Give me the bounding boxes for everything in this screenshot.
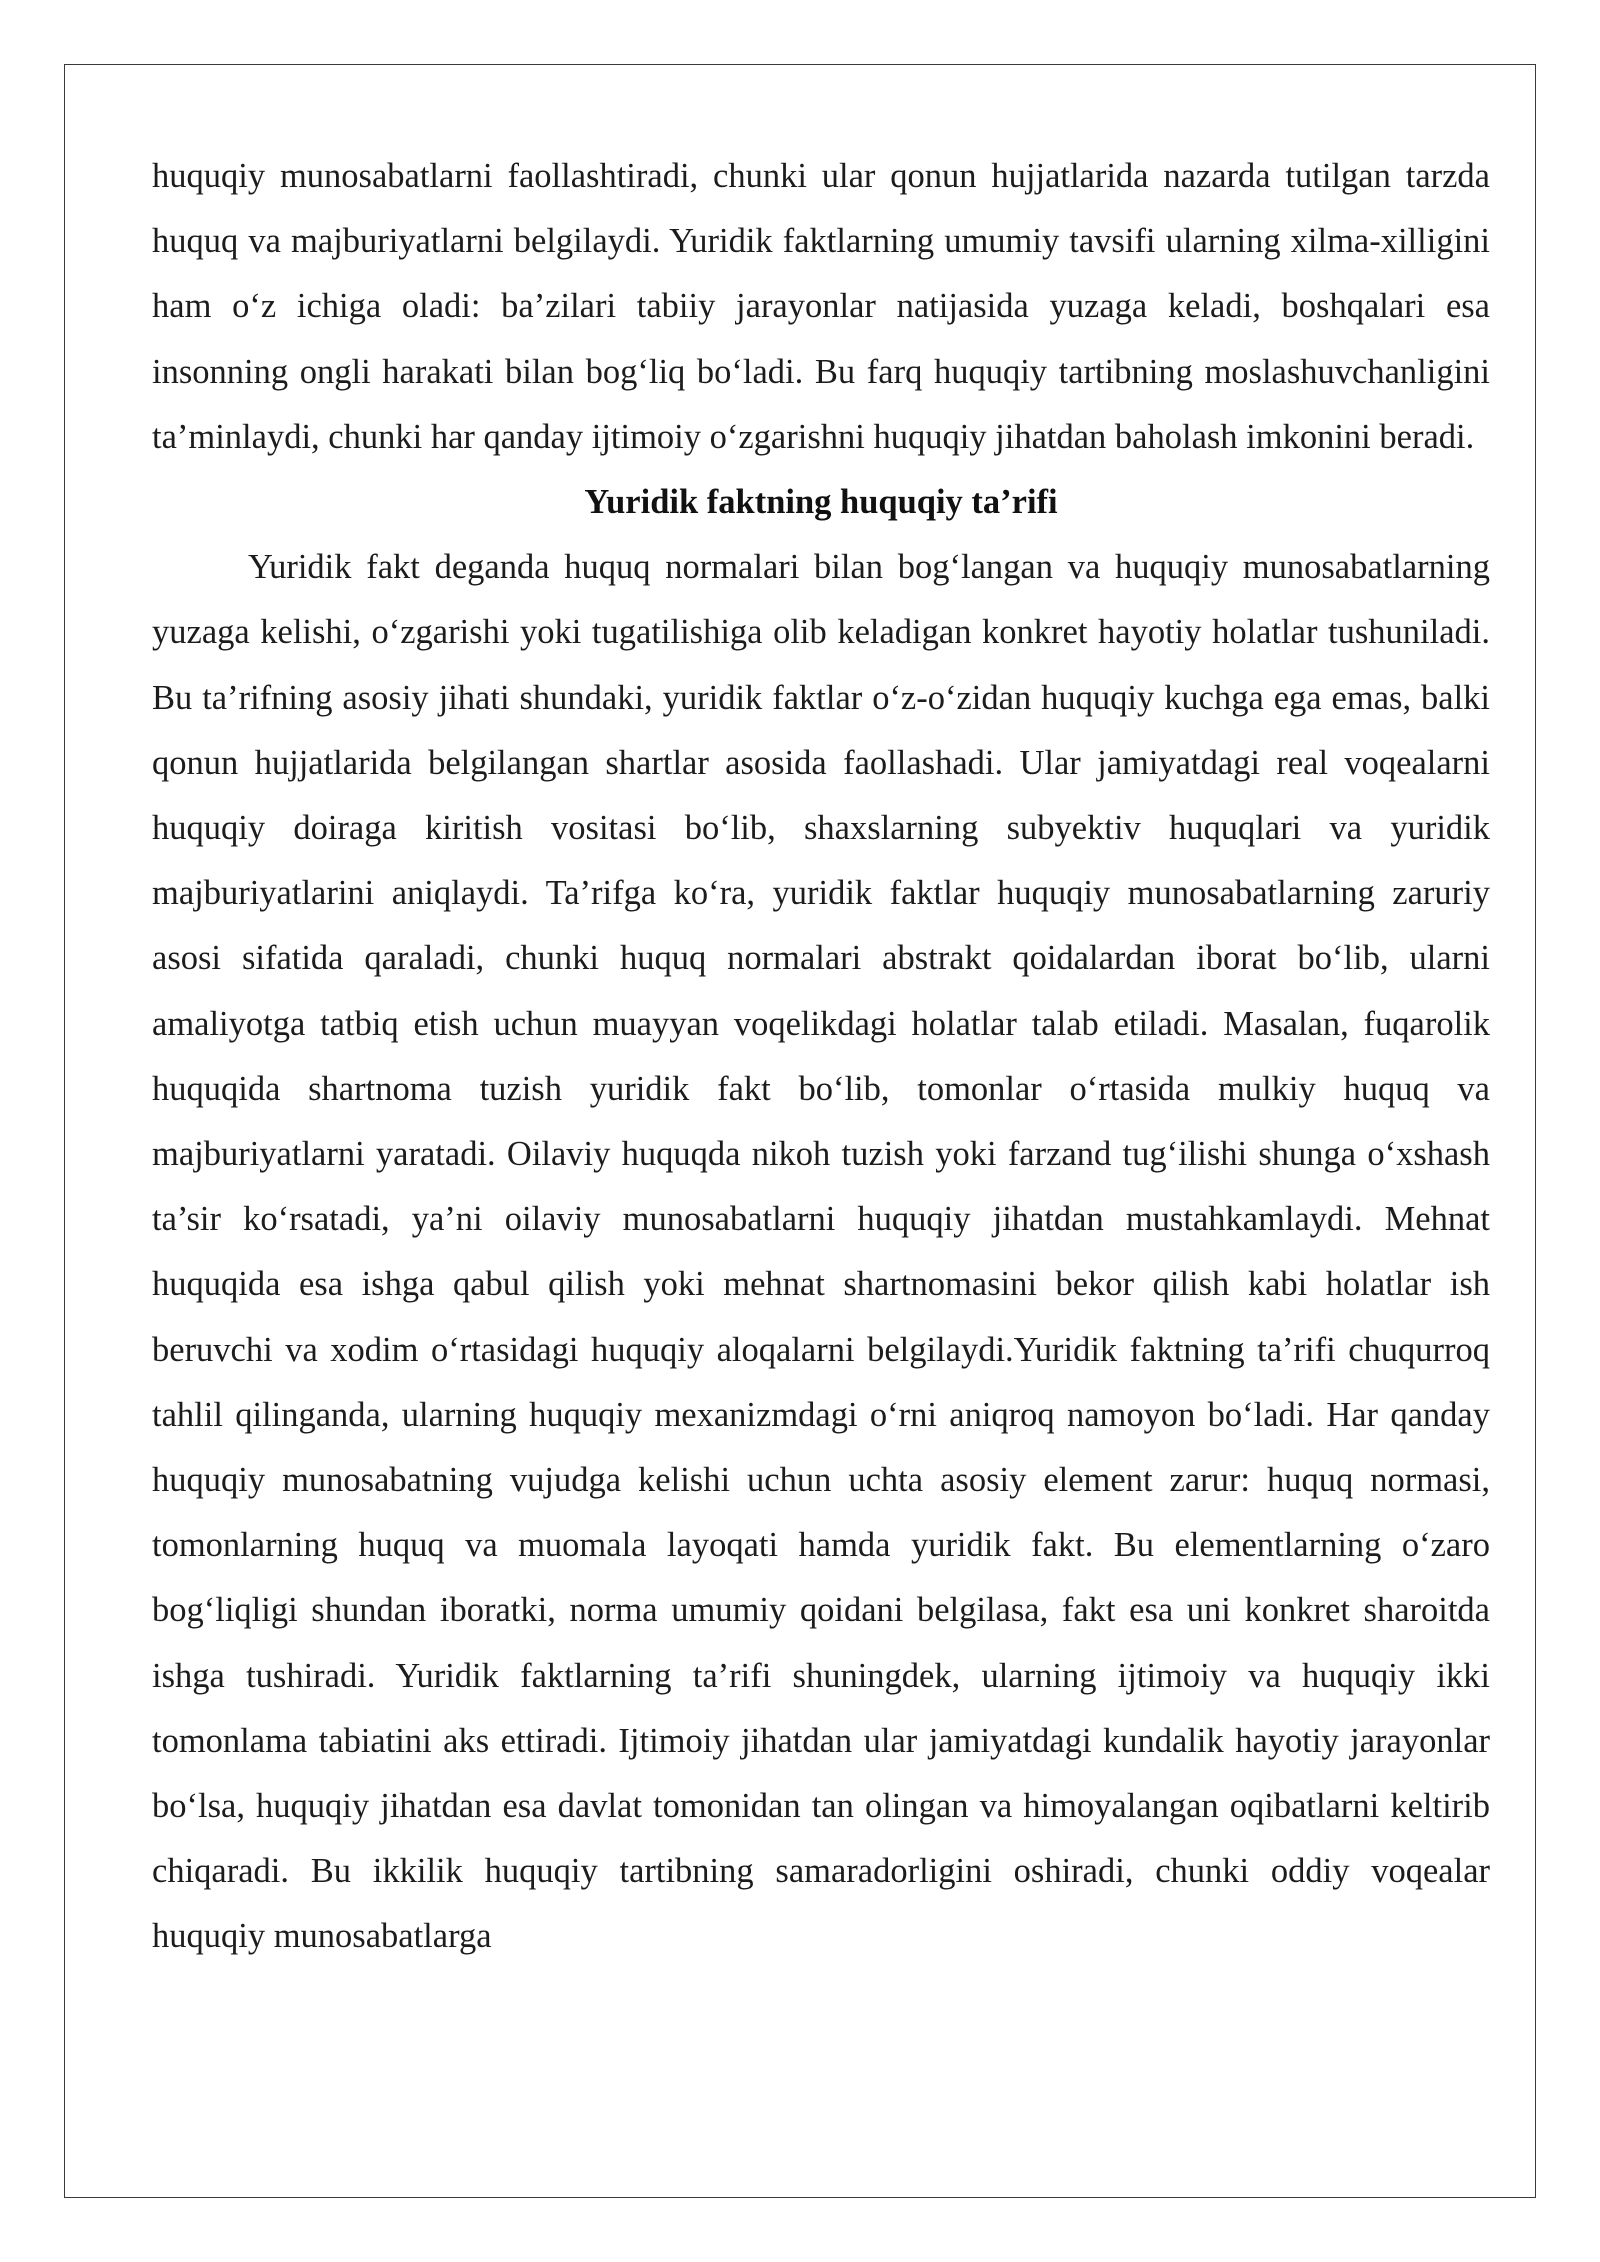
intro-paragraph: huquqiy munosabatlarni faollashtiradi, chunki ular qonun hujjatlarida nazarda tutilgan tarzda huquq va majburiyatlarni belgilaydi. Yuridik faktlarning umumiy tavsifi ularning xilma-xilligini ham o‘z ichiga oladi: ba’zilari tabiiy jarayonlar natijasida yuzaga keladi, boshqalari esa insonning ongli harakati bilan bog‘liq bo‘ladi. Bu farq huquqiy tartibning moslashuvchanligini ta’minlaydi, chunki har qanday ijtimoiy o‘zgarishni huquqiy jihatdan baholash imkonini beradi. bbox=[152, 157, 1490, 456]
main-paragraph: Yuridik fakt deganda huquq normalari bilan bog‘langan va huquqiy munosabatlarning yuzaga kelishi, o‘zgarishi yoki tugatilishiga olib keladigan konkret hayotiy holatlar tushuniladi. Bu ta’rifning asosiy jihati shundaki, yuridik faktlar o‘z-o‘zidan huquqiy kuchga ega emas, balki qonun hujjatlarida belgilangan shartlar asosida faollashadi. Ular jamiyatdagi real voqealarni huquqiy doiraga kiritish vositasi bo‘lib, shaxslarning subyektiv huquqlari va yuridik majburiyatlarini aniqlaydi. Ta’rifga ko‘ra, yuridik faktlar huquqiy munosabatlarning zaruriy asosi sifatida qaraladi, chunki huquq normalari abstrakt qoidalardan iborat bo‘lib, ularni amaliyotga tatbiq etish uchun muayyan voqelikdagi holatlar talab etiladi. Masalan, fuqarolik huquqida shartnoma tuzish yuridik fakt bo‘lib, tomonlar o‘rtasida mulkiy huquq va majburiyatlarni yaratadi. Oilaviy huquqda nikoh tuzish yoki farzand tug‘ilishi shunga o‘xshash ta’sir ko‘rsatadi, ya’ni oilaviy munosabatlarni huquqiy jihatdan mustahkamlaydi. Mehnat huquqida esa ishga qabul qilish yoki mehnat shartnomasini bekor qilish kabi holatlar ish beruvchi va xodim o‘rtasidagi huquqiy aloqalarni belgilaydi.Yuridik faktning ta’rifi chuqurroq tahlil qilinganda, ularning huquqiy mexanizmdagi o‘rni aniqroq namoyon bo‘ladi. Har qanday huquqiy munosabatning vujudga kelishi uchun uchta asosiy element zarur: huquq normasi, tomonlarning huquq va muomala layoqati hamda yuridik fakt. Bu elementlarning o‘zaro bog‘liqligi shundan iboratki, norma umumiy qoidani belgilasa, fakt esa uni konkret sharoitda ishga tushiradi. Yuridik faktlarning ta’rifi shuningdek, ularning ijtimoiy va huquqiy ikki tomonlama tabiatini aks ettiradi. Ijtimoiy jihatdan ular jamiyatdagi kundalik hayotiy jarayonlar bo‘lsa, huquqiy jihatdan esa davlat tomonidan tan olingan va himoyalangan oqibatlarni keltirib chiqaradi. Bu ikkilik huquqiy tartibning samaradorligini oshiradi, chunki oddiy voqealar huquqiy munosabatlarga bbox=[152, 548, 1490, 1956]
document-body bbox=[152, 144, 1490, 1970]
section-heading: Yuridik faktning huquqiy ta’rifi bbox=[584, 483, 1058, 522]
